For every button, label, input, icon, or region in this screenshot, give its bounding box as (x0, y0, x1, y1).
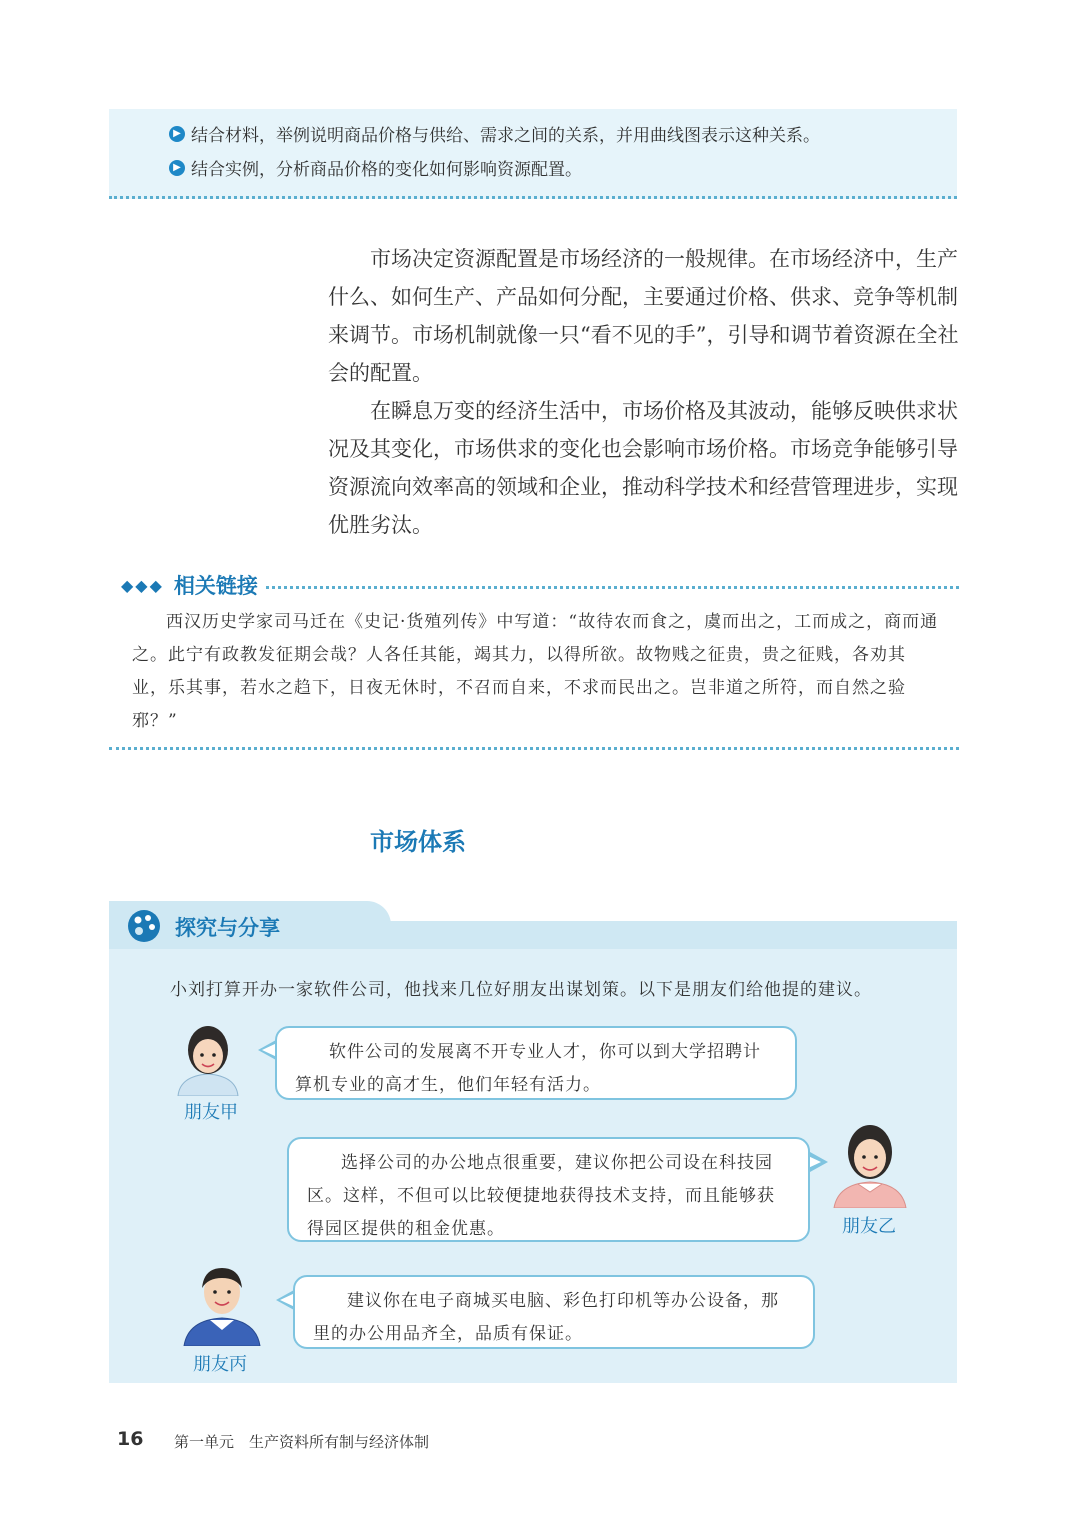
footer-unit-title: 第一单元 生产资料所有制与经济体制 (174, 1433, 430, 1451)
palette-icon (126, 908, 162, 944)
dotted-divider (266, 586, 959, 589)
friend-c-avatar (180, 1258, 264, 1346)
paragraph: 市场决定资源配置是市场经济的一般规律。在市场经济中，生产什么、如何生产、产品如何分配，主要通过价格、供求、竞争等机制来调节。市场机制就像一只“看不见的手”，引导和调节着资源在全社会的配置。 (328, 247, 959, 385)
play-bullet-icon: ▶ (169, 160, 185, 176)
section-title: 市场体系 (370, 828, 466, 856)
speech-bubble-friend-c (293, 1275, 815, 1349)
dotted-divider (109, 747, 959, 750)
speech-bubble-friend-a (275, 1026, 797, 1100)
speech-text: 软件公司的发展离不开专业人才，你可以到大学招聘计算机专业的高才生，他们年轻有活力。 (295, 1042, 761, 1095)
explore-intro: 小刘打算开办一家软件公司，他找来几位好朋友出谋划策。以下是朋友们给他提的建议。 (170, 980, 872, 1000)
speech-text: 选择公司的办公地点很重要，建议你把公司设在科技园区。这样，不但可以比较便捷地获得技术支持，而且能够获得园区提供的租金优惠。 (307, 1153, 775, 1239)
friend-b-name: 朋友乙 (842, 1216, 896, 1237)
objective-item (169, 121, 820, 146)
main-text (328, 240, 960, 544)
speech-text: 建议你在电子商城买电脑、彩色打印机等办公设备，那里的办公用品齐全，品质有保证。 (313, 1291, 779, 1344)
diamond-icons: ◆◆◆ (121, 575, 164, 595)
objective-text: 结合材料，举例说明商品价格与供给、需求之间的关系，并用曲线图表示这种关系。 (191, 126, 820, 146)
explore-title: 探究与分享 (175, 916, 280, 940)
related-link-title: 相关链接 (173, 574, 258, 598)
speech-bubble-friend-b (287, 1137, 810, 1242)
related-link-text (132, 606, 940, 738)
related-link-header (121, 570, 959, 600)
friend-a-avatar (170, 1018, 246, 1096)
paragraph: 在瞬息万变的经济生活中，市场价格及其波动，能够反映供求状况及其变化，市场供求的变化也会影响市场价格。市场竞争能够引导资源流向效率高的领域和企业，推动科学技术和经营管理进步，实现优胜劣汰。 (328, 399, 958, 537)
objective-text: 结合实例，分析商品价格的变化如何影响资源配置。 (191, 160, 582, 180)
learning-objectives-box (109, 109, 957, 199)
friend-c-name: 朋友丙 (193, 1354, 247, 1375)
friend-b-avatar (828, 1116, 912, 1208)
quote-paragraph: 西汉历史学家司马迁在《史记·货殖列传》中写道：“故待农而食之，虞而出之，工而成之，商而通之。此宁有政教发征期会哉？人各任其能，竭其力，以得所欲。故物贱之征贵，贵之征贱，各劝其业，乐其事，若水之趋下，日夜无休时，不召而自来，不求而民出之。岂非道之所符，而自然之验邪？” (132, 612, 939, 731)
friend-a-name: 朋友甲 (184, 1102, 238, 1123)
play-bullet-icon: ▶ (169, 126, 185, 142)
page-number: 16 (117, 1428, 144, 1450)
objective-item (169, 155, 582, 180)
